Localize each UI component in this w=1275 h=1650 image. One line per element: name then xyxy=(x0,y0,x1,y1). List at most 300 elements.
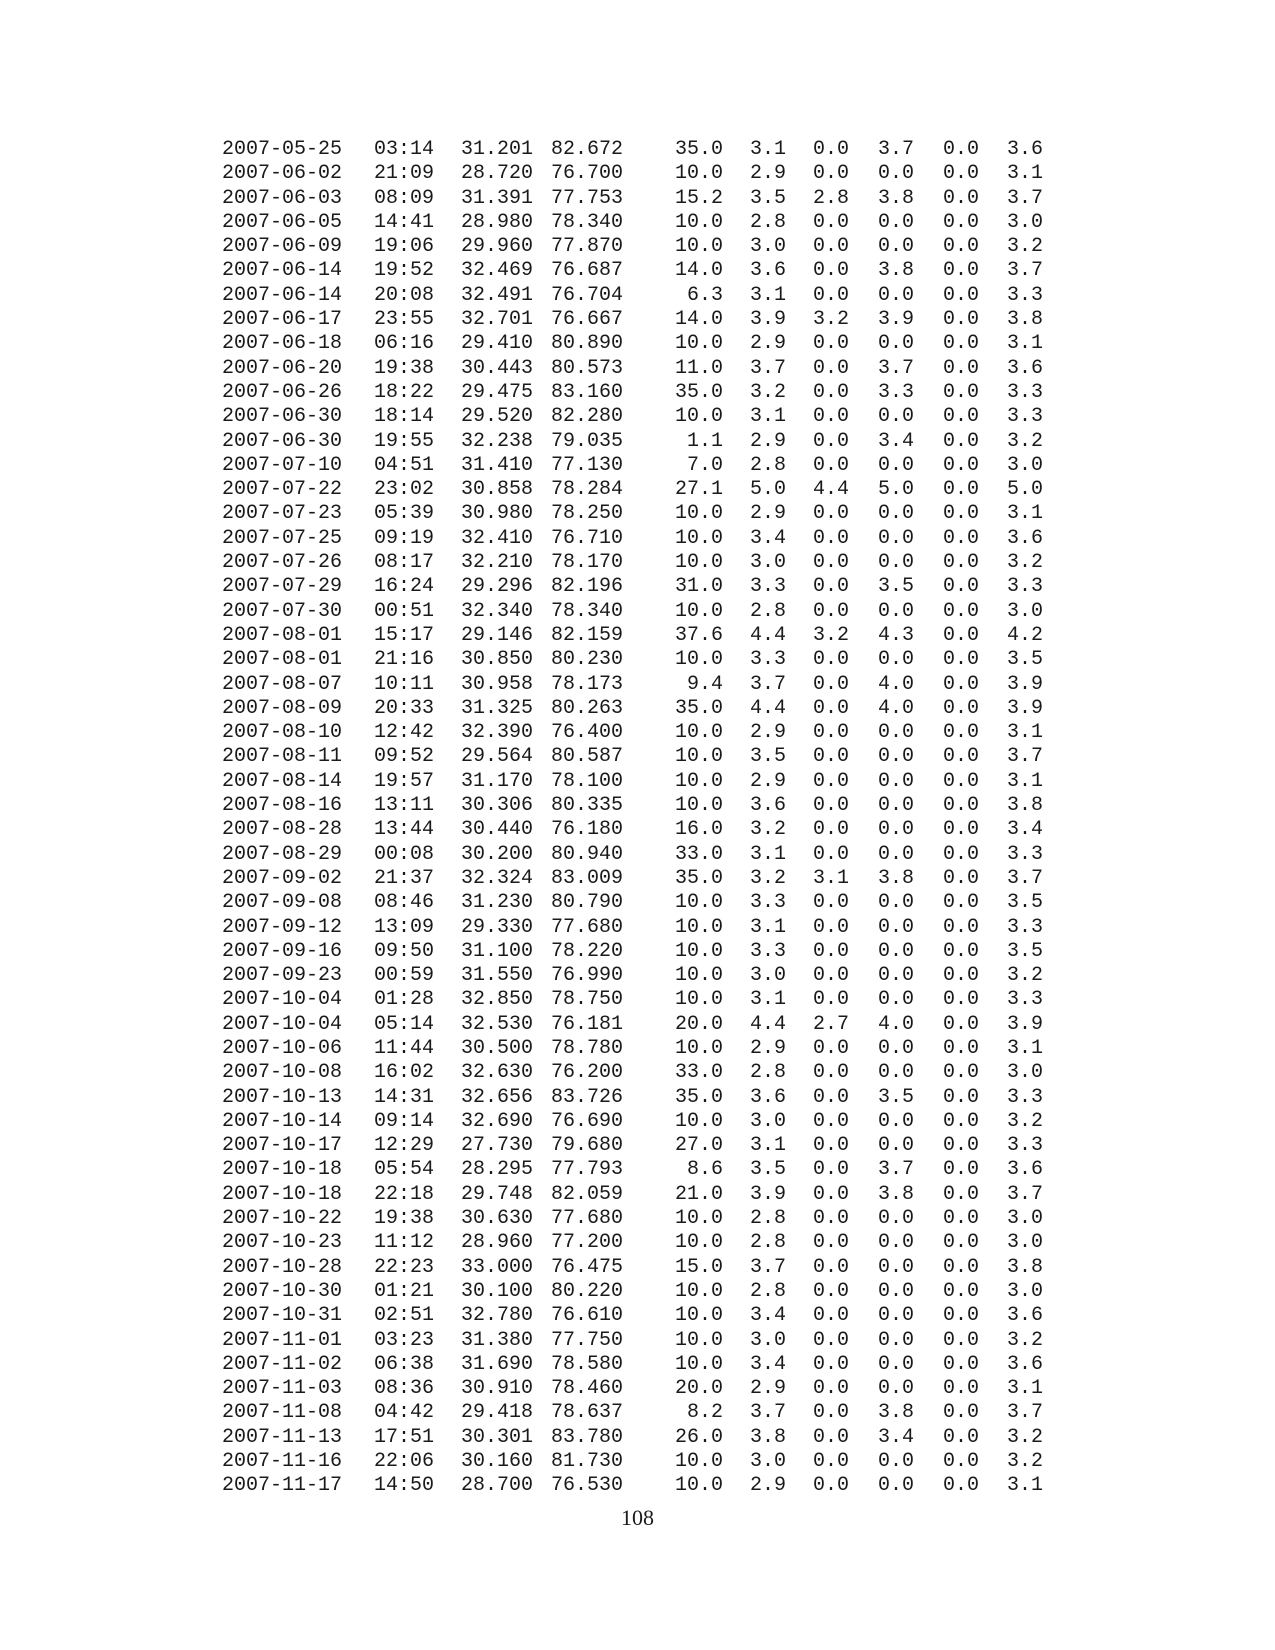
longitude-cell: 83.726 xyxy=(551,1085,624,1109)
table-row xyxy=(0,1013,1275,1037)
magnitude-cell-1: 5.0 xyxy=(749,478,786,502)
date-cell: 2007-06-09 xyxy=(222,235,343,259)
data-table xyxy=(0,138,1275,1499)
date-cell: 2007-09-08 xyxy=(222,891,343,915)
date-cell: 2007-06-26 xyxy=(222,380,343,404)
date-cell: 2007-11-17 xyxy=(222,1474,343,1498)
magnitude-cell-3: 0.0 xyxy=(877,332,914,356)
magnitude-cell-1: 3.6 xyxy=(749,259,786,283)
magnitude-cell-4: 0.0 xyxy=(942,623,979,647)
date-cell: 2007-10-04 xyxy=(222,1012,343,1036)
magnitude-cell-5: 3.3 xyxy=(1006,283,1043,307)
longitude-cell: 78.100 xyxy=(551,769,624,793)
magnitude-cell-3: 0.0 xyxy=(877,769,914,793)
magnitude-cell-2: 0.0 xyxy=(812,842,849,866)
time-cell: 08:17 xyxy=(374,551,435,575)
depth-cell: 10.0 xyxy=(674,891,723,915)
magnitude-cell-5: 3.2 xyxy=(1006,235,1043,259)
date-cell: 2007-10-31 xyxy=(222,1304,343,1328)
magnitude-cell-3: 0.0 xyxy=(877,1134,914,1158)
magnitude-cell-5: 3.8 xyxy=(1006,794,1043,818)
magnitude-cell-4: 0.0 xyxy=(942,1036,979,1060)
table-row xyxy=(0,1474,1275,1498)
page-number: 108 xyxy=(621,1505,654,1530)
table-row xyxy=(0,1110,1275,1134)
magnitude-cell-2: 3.2 xyxy=(812,308,849,332)
magnitude-cell-5: 3.2 xyxy=(1006,1450,1043,1474)
magnitude-cell-5: 3.6 xyxy=(1006,1304,1043,1328)
magnitude-cell-2: 2.8 xyxy=(812,186,849,210)
time-cell: 13:11 xyxy=(374,794,435,818)
magnitude-cell-2: 0.0 xyxy=(812,769,849,793)
latitude-cell: 28.960 xyxy=(461,1231,534,1255)
magnitude-cell-3: 5.0 xyxy=(877,478,914,502)
magnitude-cell-2: 0.0 xyxy=(812,1182,849,1206)
magnitude-cell-5: 3.6 xyxy=(1006,1352,1043,1376)
magnitude-cell-5: 3.0 xyxy=(1006,1207,1043,1231)
table-row xyxy=(0,1183,1275,1207)
depth-cell: 10.0 xyxy=(674,1328,723,1352)
magnitude-cell-5: 3.7 xyxy=(1006,186,1043,210)
longitude-cell: 78.250 xyxy=(551,502,624,526)
date-cell: 2007-11-16 xyxy=(222,1450,343,1474)
longitude-cell: 80.790 xyxy=(551,891,624,915)
table-row xyxy=(0,673,1275,697)
depth-cell: 20.0 xyxy=(674,1377,723,1401)
latitude-cell: 32.530 xyxy=(461,1012,534,1036)
magnitude-cell-2: 0.0 xyxy=(812,696,849,720)
magnitude-cell-1: 2.9 xyxy=(749,162,786,186)
time-cell: 08:09 xyxy=(374,186,435,210)
magnitude-cell-3: 0.0 xyxy=(877,818,914,842)
latitude-cell: 30.306 xyxy=(461,794,534,818)
magnitude-cell-2: 0.0 xyxy=(812,502,849,526)
time-cell: 09:14 xyxy=(374,1109,435,1133)
magnitude-cell-1: 2.9 xyxy=(749,332,786,356)
magnitude-cell-3: 0.0 xyxy=(877,1109,914,1133)
magnitude-cell-1: 2.9 xyxy=(749,429,786,453)
magnitude-cell-3: 3.8 xyxy=(877,866,914,890)
magnitude-cell-3: 0.0 xyxy=(877,745,914,769)
table-row xyxy=(0,1231,1275,1255)
date-cell: 2007-07-10 xyxy=(222,453,343,477)
latitude-cell: 32.630 xyxy=(461,1061,534,1085)
date-cell: 2007-10-18 xyxy=(222,1182,343,1206)
magnitude-cell-5: 3.1 xyxy=(1006,1377,1043,1401)
table-row xyxy=(0,1426,1275,1450)
depth-cell: 9.4 xyxy=(686,672,723,696)
magnitude-cell-1: 3.2 xyxy=(749,866,786,890)
date-cell: 2007-08-28 xyxy=(222,818,343,842)
magnitude-cell-3: 0.0 xyxy=(877,648,914,672)
time-cell: 11:44 xyxy=(374,1036,435,1060)
latitude-cell: 31.410 xyxy=(461,453,534,477)
time-cell: 21:09 xyxy=(374,162,435,186)
date-cell: 2007-11-03 xyxy=(222,1377,343,1401)
magnitude-cell-4: 0.0 xyxy=(942,478,979,502)
magnitude-cell-2: 0.0 xyxy=(812,1061,849,1085)
latitude-cell: 28.720 xyxy=(461,162,534,186)
table-row xyxy=(0,843,1275,867)
magnitude-cell-4: 0.0 xyxy=(942,1352,979,1376)
magnitude-cell-4: 0.0 xyxy=(942,259,979,283)
latitude-cell: 32.780 xyxy=(461,1304,534,1328)
time-cell: 02:51 xyxy=(374,1304,435,1328)
depth-cell: 7.0 xyxy=(686,453,723,477)
date-cell: 2007-06-05 xyxy=(222,210,343,234)
magnitude-cell-3: 3.4 xyxy=(877,1425,914,1449)
magnitude-cell-4: 0.0 xyxy=(942,405,979,429)
table-row xyxy=(0,1037,1275,1061)
magnitude-cell-2: 0.0 xyxy=(812,721,849,745)
magnitude-cell-4: 0.0 xyxy=(942,842,979,866)
table-row xyxy=(0,527,1275,551)
magnitude-cell-3: 0.0 xyxy=(877,162,914,186)
time-cell: 21:37 xyxy=(374,866,435,890)
magnitude-cell-4: 0.0 xyxy=(942,453,979,477)
date-cell: 2007-06-03 xyxy=(222,186,343,210)
depth-cell: 37.6 xyxy=(674,623,723,647)
magnitude-cell-3: 0.0 xyxy=(877,988,914,1012)
table-row xyxy=(0,357,1275,381)
magnitude-cell-4: 0.0 xyxy=(942,891,979,915)
magnitude-cell-5: 3.7 xyxy=(1006,1182,1043,1206)
magnitude-cell-5: 3.7 xyxy=(1006,1401,1043,1425)
latitude-cell: 28.295 xyxy=(461,1158,534,1182)
latitude-cell: 28.700 xyxy=(461,1474,534,1498)
magnitude-cell-1: 3.5 xyxy=(749,186,786,210)
depth-cell: 10.0 xyxy=(674,162,723,186)
magnitude-cell-2: 0.0 xyxy=(812,1255,849,1279)
magnitude-cell-5: 3.0 xyxy=(1006,1279,1043,1303)
depth-cell: 10.0 xyxy=(674,794,723,818)
magnitude-cell-5: 3.7 xyxy=(1006,745,1043,769)
magnitude-cell-4: 0.0 xyxy=(942,526,979,550)
table-row xyxy=(0,1134,1275,1158)
magnitude-cell-4: 0.0 xyxy=(942,380,979,404)
latitude-cell: 32.340 xyxy=(461,599,534,623)
table-row xyxy=(0,916,1275,940)
longitude-cell: 78.220 xyxy=(551,939,624,963)
date-cell: 2007-08-09 xyxy=(222,696,343,720)
latitude-cell: 32.390 xyxy=(461,721,534,745)
table-row xyxy=(0,1304,1275,1328)
depth-cell: 35.0 xyxy=(674,696,723,720)
depth-cell: 10.0 xyxy=(674,1352,723,1376)
magnitude-cell-3: 0.0 xyxy=(877,1352,914,1376)
magnitude-cell-5: 3.3 xyxy=(1006,575,1043,599)
table-row xyxy=(0,1280,1275,1304)
magnitude-cell-2: 0.0 xyxy=(812,405,849,429)
magnitude-cell-5: 3.3 xyxy=(1006,1085,1043,1109)
magnitude-cell-1: 3.6 xyxy=(749,1085,786,1109)
time-cell: 21:16 xyxy=(374,648,435,672)
magnitude-cell-4: 0.0 xyxy=(942,235,979,259)
date-cell: 2007-10-17 xyxy=(222,1134,343,1158)
depth-cell: 10.0 xyxy=(674,745,723,769)
magnitude-cell-4: 0.0 xyxy=(942,332,979,356)
magnitude-cell-1: 2.9 xyxy=(749,502,786,526)
latitude-cell: 29.564 xyxy=(461,745,534,769)
latitude-cell: 29.410 xyxy=(461,332,534,356)
depth-cell: 10.0 xyxy=(674,1474,723,1498)
magnitude-cell-5: 3.0 xyxy=(1006,210,1043,234)
magnitude-cell-1: 3.7 xyxy=(749,356,786,380)
magnitude-cell-2: 3.1 xyxy=(812,866,849,890)
time-cell: 19:38 xyxy=(374,356,435,380)
table-row xyxy=(0,1256,1275,1280)
table-row xyxy=(0,1061,1275,1085)
date-cell: 2007-06-14 xyxy=(222,283,343,307)
depth-cell: 15.0 xyxy=(674,1255,723,1279)
magnitude-cell-3: 3.8 xyxy=(877,1182,914,1206)
table-row xyxy=(0,405,1275,429)
table-row xyxy=(0,770,1275,794)
date-cell: 2007-08-11 xyxy=(222,745,343,769)
magnitude-cell-2: 0.0 xyxy=(812,745,849,769)
table-row xyxy=(0,867,1275,891)
date-cell: 2007-10-13 xyxy=(222,1085,343,1109)
time-cell: 06:16 xyxy=(374,332,435,356)
magnitude-cell-2: 0.0 xyxy=(812,988,849,1012)
magnitude-cell-4: 0.0 xyxy=(942,308,979,332)
time-cell: 04:42 xyxy=(374,1401,435,1425)
magnitude-cell-5: 3.1 xyxy=(1006,1036,1043,1060)
magnitude-cell-5: 3.2 xyxy=(1006,429,1043,453)
depth-cell: 35.0 xyxy=(674,866,723,890)
magnitude-cell-4: 0.0 xyxy=(942,1182,979,1206)
longitude-cell: 80.263 xyxy=(551,696,624,720)
time-cell: 19:57 xyxy=(374,769,435,793)
magnitude-cell-3: 0.0 xyxy=(877,842,914,866)
magnitude-cell-2: 0.0 xyxy=(812,380,849,404)
magnitude-cell-3: 0.0 xyxy=(877,891,914,915)
magnitude-cell-1: 2.8 xyxy=(749,453,786,477)
date-cell: 2007-07-30 xyxy=(222,599,343,623)
depth-cell: 10.0 xyxy=(674,599,723,623)
date-cell: 2007-08-10 xyxy=(222,721,343,745)
depth-cell: 31.0 xyxy=(674,575,723,599)
time-cell: 22:23 xyxy=(374,1255,435,1279)
magnitude-cell-2: 0.0 xyxy=(812,1304,849,1328)
magnitude-cell-2: 0.0 xyxy=(812,283,849,307)
magnitude-cell-5: 3.7 xyxy=(1006,866,1043,890)
time-cell: 23:02 xyxy=(374,478,435,502)
magnitude-cell-3: 0.0 xyxy=(877,1036,914,1060)
longitude-cell: 76.687 xyxy=(551,259,624,283)
magnitude-cell-2: 0.0 xyxy=(812,1231,849,1255)
table-row xyxy=(0,1401,1275,1425)
magnitude-cell-5: 3.6 xyxy=(1006,138,1043,161)
longitude-cell: 77.200 xyxy=(551,1231,624,1255)
magnitude-cell-2: 0.0 xyxy=(812,1279,849,1303)
magnitude-cell-5: 3.9 xyxy=(1006,696,1043,720)
date-cell: 2007-10-04 xyxy=(222,988,343,1012)
time-cell: 16:02 xyxy=(374,1061,435,1085)
magnitude-cell-4: 0.0 xyxy=(942,356,979,380)
magnitude-cell-4: 0.0 xyxy=(942,1231,979,1255)
magnitude-cell-1: 3.0 xyxy=(749,1109,786,1133)
magnitude-cell-1: 3.2 xyxy=(749,818,786,842)
magnitude-cell-3: 0.0 xyxy=(877,283,914,307)
magnitude-cell-4: 0.0 xyxy=(942,1085,979,1109)
magnitude-cell-3: 0.0 xyxy=(877,502,914,526)
table-row xyxy=(0,551,1275,575)
time-cell: 00:51 xyxy=(374,599,435,623)
depth-cell: 10.0 xyxy=(674,1109,723,1133)
magnitude-cell-4: 0.0 xyxy=(942,1061,979,1085)
date-cell: 2007-07-25 xyxy=(222,526,343,550)
magnitude-cell-5: 3.3 xyxy=(1006,988,1043,1012)
longitude-cell: 78.170 xyxy=(551,551,624,575)
depth-cell: 6.3 xyxy=(686,283,723,307)
magnitude-cell-4: 0.0 xyxy=(942,915,979,939)
magnitude-cell-3: 4.0 xyxy=(877,1012,914,1036)
depth-cell: 10.0 xyxy=(674,1036,723,1060)
time-cell: 00:59 xyxy=(374,964,435,988)
table-row xyxy=(0,211,1275,235)
longitude-cell: 77.750 xyxy=(551,1328,624,1352)
longitude-cell: 80.220 xyxy=(551,1279,624,1303)
longitude-cell: 79.680 xyxy=(551,1134,624,1158)
depth-cell: 10.0 xyxy=(674,721,723,745)
magnitude-cell-5: 5.0 xyxy=(1006,478,1043,502)
depth-cell: 14.0 xyxy=(674,259,723,283)
magnitude-cell-5: 3.7 xyxy=(1006,259,1043,283)
time-cell: 03:23 xyxy=(374,1328,435,1352)
date-cell: 2007-06-30 xyxy=(222,429,343,453)
magnitude-cell-1: 3.9 xyxy=(749,1182,786,1206)
date-cell: 2007-10-23 xyxy=(222,1231,343,1255)
longitude-cell: 78.284 xyxy=(551,478,624,502)
depth-cell: 10.0 xyxy=(674,769,723,793)
magnitude-cell-4: 0.0 xyxy=(942,1328,979,1352)
depth-cell: 10.0 xyxy=(674,1279,723,1303)
depth-cell: 10.0 xyxy=(674,235,723,259)
magnitude-cell-3: 3.8 xyxy=(877,259,914,283)
magnitude-cell-4: 0.0 xyxy=(942,283,979,307)
date-cell: 2007-10-06 xyxy=(222,1036,343,1060)
magnitude-cell-4: 0.0 xyxy=(942,818,979,842)
magnitude-cell-5: 3.9 xyxy=(1006,1012,1043,1036)
magnitude-cell-1: 3.3 xyxy=(749,648,786,672)
magnitude-cell-4: 0.0 xyxy=(942,964,979,988)
latitude-cell: 29.960 xyxy=(461,235,534,259)
magnitude-cell-4: 0.0 xyxy=(942,1279,979,1303)
magnitude-cell-3: 3.7 xyxy=(877,138,914,161)
table-row xyxy=(0,454,1275,478)
magnitude-cell-3: 3.8 xyxy=(877,1401,914,1425)
longitude-cell: 79.035 xyxy=(551,429,624,453)
magnitude-cell-4: 0.0 xyxy=(942,575,979,599)
table-row xyxy=(0,1377,1275,1401)
magnitude-cell-1: 3.7 xyxy=(749,1401,786,1425)
magnitude-cell-3: 0.0 xyxy=(877,1328,914,1352)
magnitude-cell-1: 3.1 xyxy=(749,988,786,1012)
latitude-cell: 31.201 xyxy=(461,138,534,161)
longitude-cell: 76.667 xyxy=(551,308,624,332)
latitude-cell: 30.301 xyxy=(461,1425,534,1449)
time-cell: 09:19 xyxy=(374,526,435,550)
magnitude-cell-1: 3.0 xyxy=(749,1450,786,1474)
magnitude-cell-3: 0.0 xyxy=(877,1231,914,1255)
table-row xyxy=(0,502,1275,526)
longitude-cell: 83.160 xyxy=(551,380,624,404)
time-cell: 17:51 xyxy=(374,1425,435,1449)
table-row xyxy=(0,478,1275,502)
magnitude-cell-2: 0.0 xyxy=(812,818,849,842)
table-row xyxy=(0,600,1275,624)
time-cell: 19:52 xyxy=(374,259,435,283)
magnitude-cell-4: 0.0 xyxy=(942,186,979,210)
longitude-cell: 80.587 xyxy=(551,745,624,769)
magnitude-cell-4: 0.0 xyxy=(942,794,979,818)
date-cell: 2007-08-07 xyxy=(222,672,343,696)
longitude-cell: 80.940 xyxy=(551,842,624,866)
magnitude-cell-1: 2.8 xyxy=(749,210,786,234)
magnitude-cell-1: 3.9 xyxy=(749,308,786,332)
magnitude-cell-1: 3.4 xyxy=(749,1352,786,1376)
table-row xyxy=(0,891,1275,915)
magnitude-cell-3: 0.0 xyxy=(877,526,914,550)
latitude-cell: 32.491 xyxy=(461,283,534,307)
magnitude-cell-2: 0.0 xyxy=(812,429,849,453)
depth-cell: 10.0 xyxy=(674,210,723,234)
magnitude-cell-1: 3.2 xyxy=(749,380,786,404)
time-cell: 18:14 xyxy=(374,405,435,429)
magnitude-cell-5: 3.2 xyxy=(1006,551,1043,575)
magnitude-cell-5: 3.6 xyxy=(1006,526,1043,550)
longitude-cell: 76.475 xyxy=(551,1255,624,1279)
time-cell: 22:06 xyxy=(374,1450,435,1474)
latitude-cell: 29.748 xyxy=(461,1182,534,1206)
latitude-cell: 30.958 xyxy=(461,672,534,696)
magnitude-cell-2: 0.0 xyxy=(812,794,849,818)
date-cell: 2007-06-14 xyxy=(222,259,343,283)
date-cell: 2007-10-08 xyxy=(222,1061,343,1085)
magnitude-cell-5: 3.9 xyxy=(1006,672,1043,696)
latitude-cell: 31.325 xyxy=(461,696,534,720)
table-row xyxy=(0,187,1275,211)
time-cell: 20:33 xyxy=(374,696,435,720)
magnitude-cell-5: 3.2 xyxy=(1006,1109,1043,1133)
date-cell: 2007-11-01 xyxy=(222,1328,343,1352)
magnitude-cell-2: 0.0 xyxy=(812,356,849,380)
date-cell: 2007-10-14 xyxy=(222,1109,343,1133)
magnitude-cell-4: 0.0 xyxy=(942,988,979,1012)
magnitude-cell-4: 0.0 xyxy=(942,721,979,745)
magnitude-cell-4: 0.0 xyxy=(942,939,979,963)
magnitude-cell-1: 3.1 xyxy=(749,915,786,939)
depth-cell: 10.0 xyxy=(674,915,723,939)
longitude-cell: 76.610 xyxy=(551,1304,624,1328)
date-cell: 2007-06-17 xyxy=(222,308,343,332)
latitude-cell: 32.210 xyxy=(461,551,534,575)
magnitude-cell-2: 0.0 xyxy=(812,1450,849,1474)
magnitude-cell-2: 0.0 xyxy=(812,526,849,550)
table-row xyxy=(0,1207,1275,1231)
magnitude-cell-1: 3.0 xyxy=(749,551,786,575)
latitude-cell: 30.910 xyxy=(461,1377,534,1401)
date-cell: 2007-07-22 xyxy=(222,478,343,502)
magnitude-cell-1: 2.9 xyxy=(749,769,786,793)
magnitude-cell-4: 0.0 xyxy=(942,672,979,696)
table-row xyxy=(0,964,1275,988)
time-cell: 18:22 xyxy=(374,380,435,404)
magnitude-cell-5: 3.1 xyxy=(1006,162,1043,186)
magnitude-cell-5: 3.5 xyxy=(1006,939,1043,963)
depth-cell: 1.1 xyxy=(686,429,723,453)
